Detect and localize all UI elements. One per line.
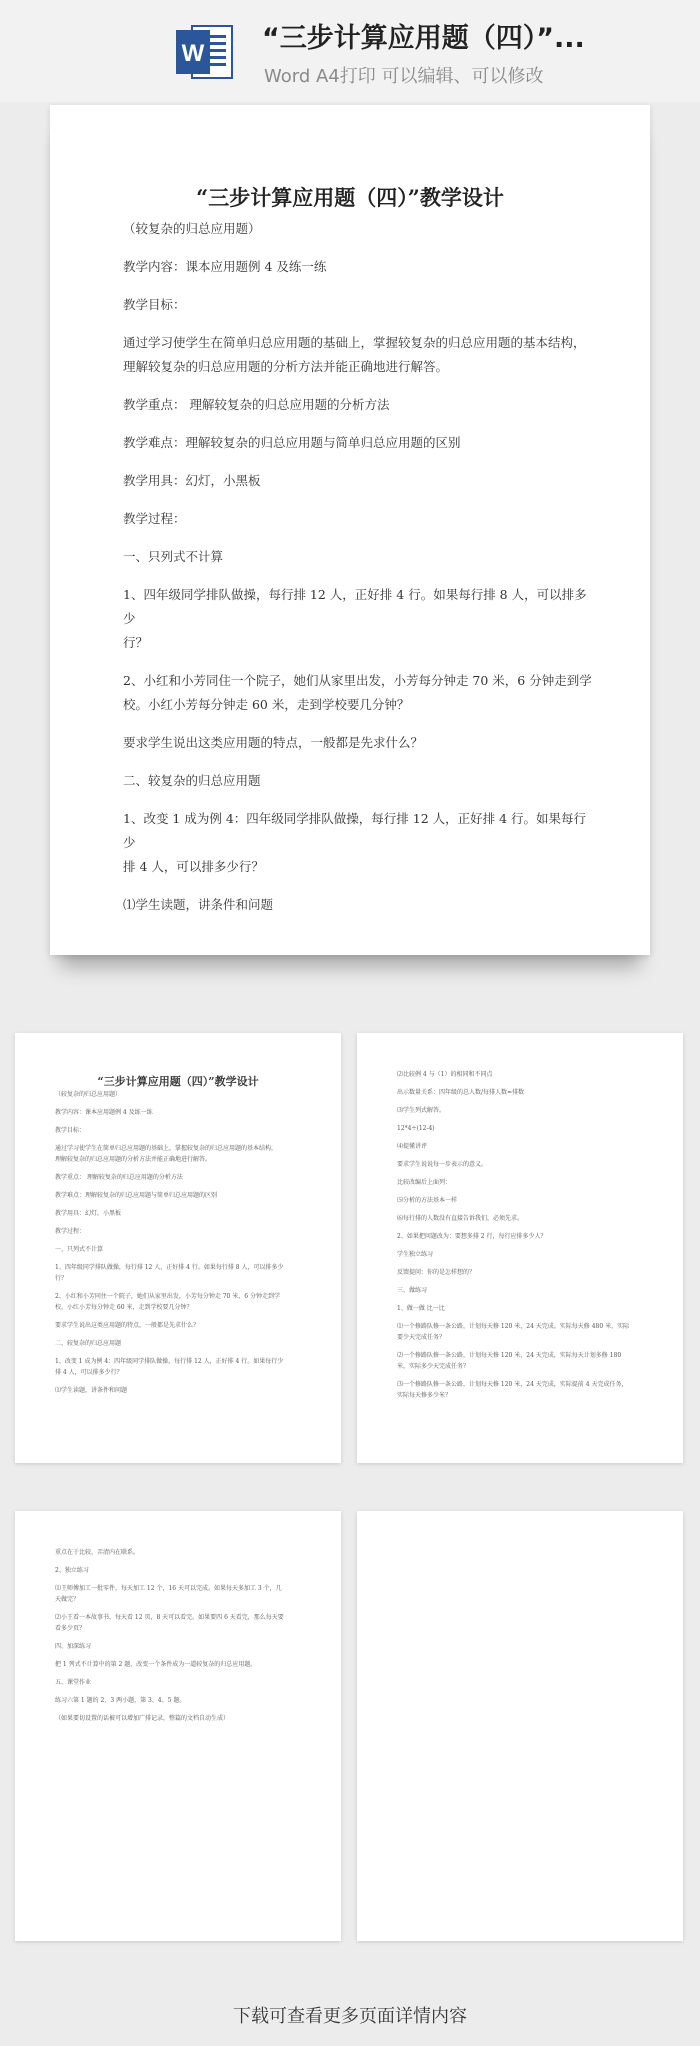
thumbnail-line: ⑶学生列式解答。 [397,1107,446,1114]
thumbnail-line: （较复杂的归总应用题） [55,1091,122,1098]
document-line: 教学重点： 理解较复杂的归总应用题的分析方法 [123,397,390,412]
thumbnail-line: 反馈提问：你的是怎样想的？ [397,1269,476,1276]
document-line: 1、四年级同学排队做操，每行排 12 人，正好排 4 行。如果每行排 8 人，可以排多少 [123,587,587,626]
thumbnail-spacer [55,1100,310,1107]
paragraph-spacer [123,241,593,255]
thumbnail-line: ⑴一个修路队修一条公路，计划每天修 120 米，24 天完成。实际每天修 480 米，实际 [397,1323,630,1330]
paragraph-spacer [123,493,593,507]
thumbnail-line: 教学过程： [55,1228,86,1235]
thumbnail-line: 米，实际多少天完成任务？ [397,1363,470,1370]
thumbnail-spacer [397,1188,652,1195]
thumbnail-spacer [55,1284,310,1291]
page-thumbnail-3[interactable] [15,1511,341,1941]
thumbnail-line: ⑶一个修路队修一条公路，计划每天修 120 米，24 天完成，实际提前 4 天完成任务， [397,1381,628,1388]
thumbnail-line: ⑵一个修路队修一条公路，计划每天修 120 米，24 天完成，实际每天计划多修 180 [397,1352,622,1359]
paragraph-spacer [123,417,593,431]
document-line: 2、小红和小芳同住一个院子，她们从家里出发，小芳每分钟走 70 米，6 分钟走到学 [123,673,592,688]
thumbnail-spacer [397,1343,652,1350]
thumbnail-title: “三步计算应用题（四）”教学设计 [97,1075,259,1088]
document-line: 校。小红小芳每分钟走 60 米，走到学校要几分钟？ [123,697,410,712]
document-line: 二、较复杂的归总应用题 [123,773,261,788]
document-line: 教学用具：幻灯，小黑板 [123,473,261,488]
document-line: 一、只列式不计算 [123,549,224,564]
paragraph-spacer [123,655,593,669]
thumbnail-line: ⑴王师傅加工一批零件，每天加工 12 个，16 天可以完成。如果每天多加工 3 个，几 [55,1585,282,1592]
paragraph-spacer [123,879,593,893]
thumbnail-line: 要求学生说出这类应用题的特点，一般都是先求什么？ [55,1322,200,1329]
thumbnail-line: 天做完？ [55,1596,80,1603]
paragraph-spacer [123,531,593,545]
thumbnail-line: 1、做一做 比一比 [397,1305,445,1312]
thumbnail-spacer [55,1349,310,1356]
thumbnail-spacer [397,1278,652,1285]
thumbnail-line: 校。小红小芳每分钟走 60 米，走到学校要几分钟？ [55,1304,193,1311]
page-thumbnail-4[interactable] [357,1511,683,1941]
paragraph-spacer [123,793,593,807]
thumbnail-spacer [55,1219,310,1226]
thumbnail-body [55,1547,310,1724]
thumbnail-spacer [397,1314,652,1321]
thumbnail-line: ⑵比较例 4 与（1）的相同和不同点 [397,1071,493,1078]
page-thumbnail-1[interactable] [15,1033,341,1463]
document-line: （较复杂的归总应用题） [123,221,261,236]
thumbnail-spacer [55,1378,310,1385]
thumbnail-spacer [397,1080,652,1087]
thumbnail-line: 要求学生说说每一步表示的意义。 [397,1161,488,1168]
thumbnail-spacer [55,1255,310,1262]
thumbnail-line: 看多少页？ [55,1625,86,1632]
document-line: ⑴学生读题，讲条件和问题 [123,897,274,912]
thumbnail-line: 要少天完成任务？ [397,1334,446,1341]
document-line: 理解较复杂的归总应用题的分析方法并能正确地进行解答。 [123,359,449,374]
document-line: 教学目标： [123,297,186,312]
thumbnail-line: 教学内容：课本应用题例 4 及练一练 [55,1109,153,1116]
paragraph-spacer [123,455,593,469]
thumbnail-line: ⑹每行排的人数没有直接告诉我们，必须先求。 [397,1215,524,1222]
thumbnail-line: 练习六第 1 题的 2、3 两小题，第 3、4、5 题。 [55,1697,186,1704]
document-line: 教学过程： [123,511,186,526]
page-subtitle: Word A4打印 可以编辑、可以修改 [264,66,544,87]
thumbnail-line: 学生独立练习 [397,1251,434,1258]
paragraph-spacer [123,755,593,769]
document-line: 排 4 人，可以排多少行？ [123,859,264,874]
thumbnail-spacer [397,1372,652,1379]
thumbnail-spacer [55,1201,310,1208]
thumbnail-spacer [397,1242,652,1249]
thumbnail-spacer [55,1313,310,1320]
thumbnail-line: 教学重点： 理解较复杂的归总应用题的分析方法 [55,1174,183,1181]
word-icon-letter: W [181,40,205,67]
thumbnail-line: 2、独立练习 [55,1567,89,1574]
page-title: “三步计算应用题（四）”... [262,23,585,54]
thumbnail-line: 1、改变 1 成为例 4：四年级同学排队做操，每行排 12 人，正好排 4 行。如果每行少 [55,1358,284,1365]
thumbnail-spacer [55,1136,310,1143]
thumbnail-spacer [55,1605,310,1612]
thumbnail-spacer [55,1237,310,1244]
document-line: 要求学生说出这类应用题的特点，一般都是先求什么？ [123,735,424,750]
thumbnail-spacer [397,1116,652,1123]
paragraph-spacer [123,317,593,331]
thumbnail-line: 教学难点：理解较复杂的归总应用题与简单归总应用题的区别 [55,1192,218,1199]
thumbnail-line: 一、只列式不计算 [55,1246,104,1253]
thumbnail-line: 2、如果把问题改为：要想多排 2 行，每行应排多少人？ [397,1233,547,1240]
page-thumbnail-2[interactable] [357,1033,683,1463]
document-preview-page [50,105,650,955]
paragraph-spacer [123,717,593,731]
thumbnail-spacer [55,1165,310,1172]
thumbnail-line: 通过学习使学生在简单归总应用题的基础上，掌握较复杂的归总应用题的基本结构， [55,1145,278,1152]
thumbnail-body [397,1069,652,1401]
thumbnail-line: ⑸分析的方法基本一样 [397,1197,458,1204]
thumbnail-line: 比较改编后上面列： [397,1179,452,1186]
document-line: 教学难点：理解较复杂的归总应用题与简单归总应用题的区别 [123,435,461,450]
thumbnail-line: 行？ [55,1275,68,1282]
thumbnail-line: 二、较复杂的归总应用题 [55,1340,122,1347]
paragraph-spacer [123,279,593,293]
thumbnail-spacer [55,1118,310,1125]
thumbnail-spacer [55,1183,310,1190]
thumbnail-line: 教学目标： [55,1127,86,1134]
document-body [123,217,593,917]
paragraph-spacer [123,379,593,393]
thumbnail-line: ⑵小王看一本故事书，每天看 12 页，8 天可以看完。如果要四 6 天看完，那么每天要 [55,1614,284,1621]
thumbnail-spacer [55,1576,310,1583]
more-pages-link[interactable]: 下载可查看更多页面详情内容 [233,2006,467,2027]
thumbnail-line: 实际每天修多少米？ [397,1392,452,1399]
thumbnail-spacer [55,1634,310,1641]
document-line: 1、改变 1 成为例 4：四年级同学排队做操，每行排 12 人，正好排 4 行。如果每行少 [123,811,587,850]
thumbnail-spacer [397,1098,652,1105]
thumbnail-line: （如果要切设置的话被可以增加广排记录，整篇的文档自动生成） [55,1715,230,1722]
thumbnail-spacer [397,1134,652,1141]
thumbnail-line: 教学用具：幻灯，小黑板 [55,1210,122,1217]
thumbnail-line: 出示数量关系：四年级的总人数/每排人数=排数 [397,1089,525,1096]
thumbnail-spacer [397,1170,652,1177]
thumbnail-spacer [397,1206,652,1213]
thumbnail-line: 四、加深练习 [55,1643,92,1650]
thumbnail-line: 理解较复杂的归总应用题的分析方法并能正确地进行解答。 [55,1156,212,1163]
thumbnail-spacer [55,1558,310,1565]
paragraph-spacer [123,569,593,583]
thumbnail-spacer [55,1688,310,1695]
document-line: 通过学习使学生在简单归总应用题的基础上，掌握较复杂的归总应用题的基本结构， [123,335,586,350]
thumbnail-body [55,1089,310,1396]
thumbnail-spacer [397,1260,652,1267]
thumbnail-spacer [55,1670,310,1677]
thumbnail-line: ⑷提懂讲评 [397,1143,428,1150]
thumbnail-spacer [397,1152,652,1159]
thumbnail-line: 重点在于比较，弄清内在联系。 [55,1549,140,1556]
thumbnail-spacer [55,1652,310,1659]
thumbnail-line: 把 1 列式不计算中的第 2 题，改变一个条件成为一道较复杂的归总应用题。 [55,1661,257,1668]
thumbnail-line: 三、做练习 [397,1287,428,1294]
thumbnail-spacer [397,1296,652,1303]
thumbnail-line: 排 4 人，可以排多少行？ [55,1369,123,1376]
document-line: 教学内容：课本应用题例 4 及练一练 [123,259,327,274]
thumbnail-line: 五、课堂作业 [55,1679,92,1686]
thumbnail-spacer [55,1331,310,1338]
thumbnail-spacer [55,1706,310,1713]
thumbnail-line: 1、四年级同学排队做操，每行排 12 人，正好排 4 行。如果每行排 8 人，可以排多少 [55,1264,284,1271]
thumbnail-line: 12*4÷(12-4) [397,1125,435,1132]
document-header [0,0,700,102]
thumbnail-line: 2、小红和小芳同住一个院子，她们从家里出发，小芳每分钟走 70 米，6 分钟走到学 [55,1293,280,1300]
thumbnail-spacer [397,1224,652,1231]
thumbnail-line: ⑴学生读题，讲条件和问题 [55,1387,128,1394]
document-title: “三步计算应用题（四）”教学设计 [196,185,504,210]
word-document-icon [174,20,238,84]
document-line: 行？ [123,635,149,650]
